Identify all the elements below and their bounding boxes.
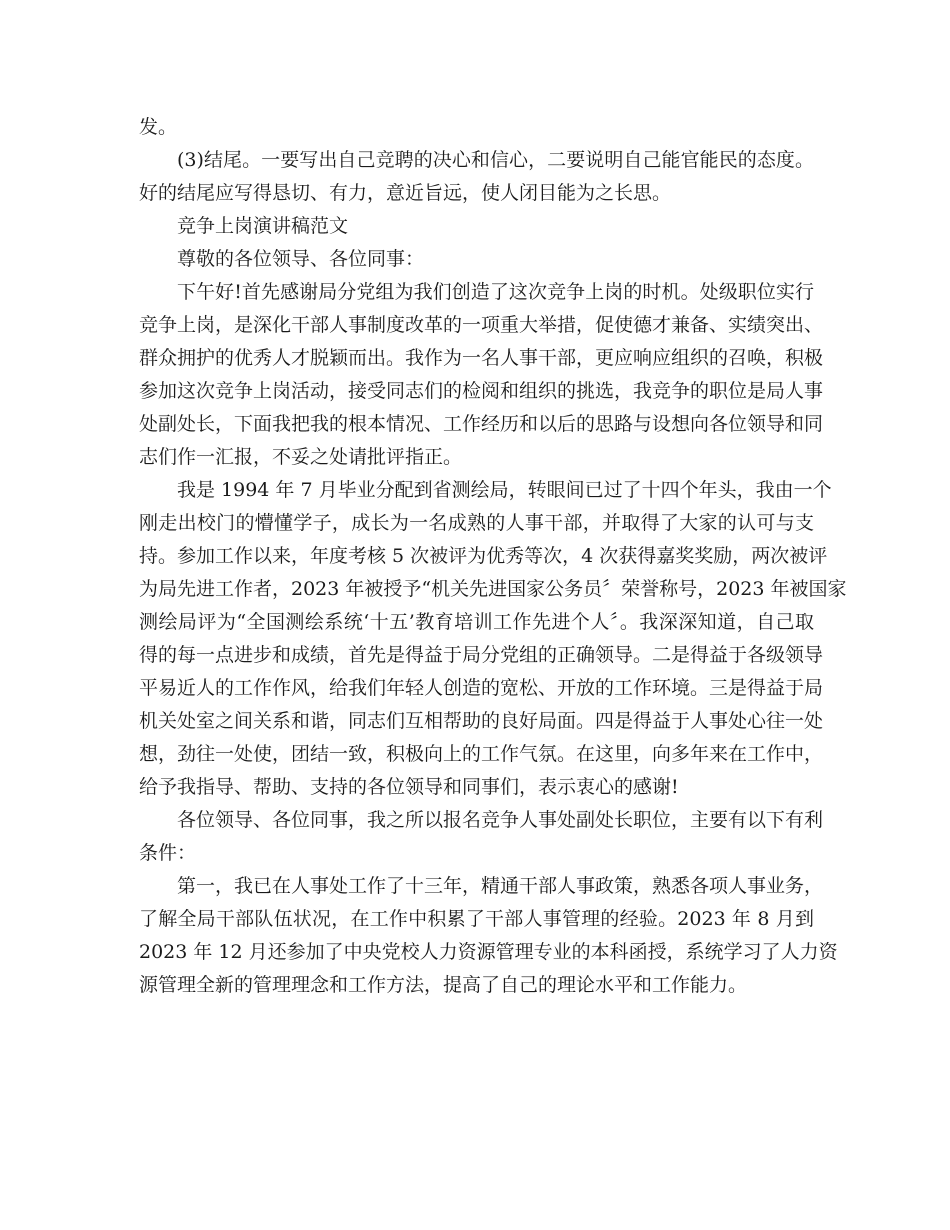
text-line: 刚走出校门的懵懂学子，成长为一名成熟的人事干部，并取得了大家的认可与支 [139,512,814,534]
text-line: 竞争上岗，是深化干部人事制度改革的一项重大举措，促使德才兼备、实绩突出、 [139,314,824,336]
text-line: 机关处室之间关系和谐，同志们互相帮助的良好局面。四是得益于人事处心往一处 [139,710,824,732]
text-line: 平易近人的工作作风，给我们年轻人创造的宽松、开放的工作环境。三是得益于局 [139,677,824,699]
text-line: 了解全局干部队伍状况，在工作中积累了干部人事管理的经验。2023 年 8 月到 [139,908,814,930]
document-body [139,111,847,1002]
text-line: 好的结尾应写得恳切、有力，意近旨远，使人闭目能为之长思。 [139,182,672,204]
text-line: 测绘局评为“全国测绘系统‘十五’教育培训工作先进个人〞。我深深知道，自己取 [139,611,814,633]
text-line: 得的每一点进步和成绩，首先是得益于局分党组的正确领导。二是得益于各级领导 [139,644,824,666]
text-line: 下午好!首先感谢局分党组为我们创造了这次竞争上岗的时机。处级职位实行 [177,281,814,303]
text-line: 群众拥护的优秀人才脱颖而出。我作为一名人事干部，更应响应组织的召唤，积极 [139,347,824,369]
text-line: 条件： [139,842,197,864]
text-line: 尊敬的各位领导、各位同事： [177,248,425,270]
text-line: 竞争上岗演讲稿范文 [177,215,349,237]
text-line: 参加这次竞争上岗活动，接受同志们的检阅和组织的挑选，我竞争的职位是局人事 [139,380,824,402]
text-line: 处副处长，下面我把我的根本情况、工作经历和以后的思路与设想向各位领导和同 [139,413,824,435]
text-line: 发。 [139,116,178,138]
text-line: (3)结尾。一要写出自己竞聘的决心和信心，二要说明自己能官能民的态度。 [177,149,814,171]
text-line: 持。参加工作以来，年度考核 5 次被评为优秀等次，4 次获得嘉奖奖励，两次被评 [139,545,828,567]
text-line: 想，劲往一处使，团结一致，积极向上的工作气氛。在这里，向多年来在工作中， [139,743,824,765]
text-line: 我是 1994 年 7 月毕业分配到省测绘局，转眼间已过了十四个年头，我由一个 [177,479,832,501]
text-line: 给予我指导、帮助、支持的各位领导和同事们，表示衷心的感谢! [139,776,679,798]
text-line: 为局先进工作者，2023 年被授予“机关先进国家公务员〞荣誉称号，2023 年被国家 [139,578,847,600]
text-line: 2023 年 12 月还参加了中央党校人力资源管理专业的本科函授，系统学习了人力资 [139,941,838,963]
text-line: 源管理全新的管理理念和工作方法，提高了自己的理论水平和工作能力。 [139,974,748,996]
text-line: 各位领导、各位同事，我之所以报名竞争人事处副处长职位，主要有以下有利 [177,809,824,831]
text-line: 志们作一汇报，不妥之处请批评指正。 [139,446,463,468]
text-line: 第一，我已在人事处工作了十三年，精通干部人事政策，熟悉各项人事业务， [177,875,824,897]
